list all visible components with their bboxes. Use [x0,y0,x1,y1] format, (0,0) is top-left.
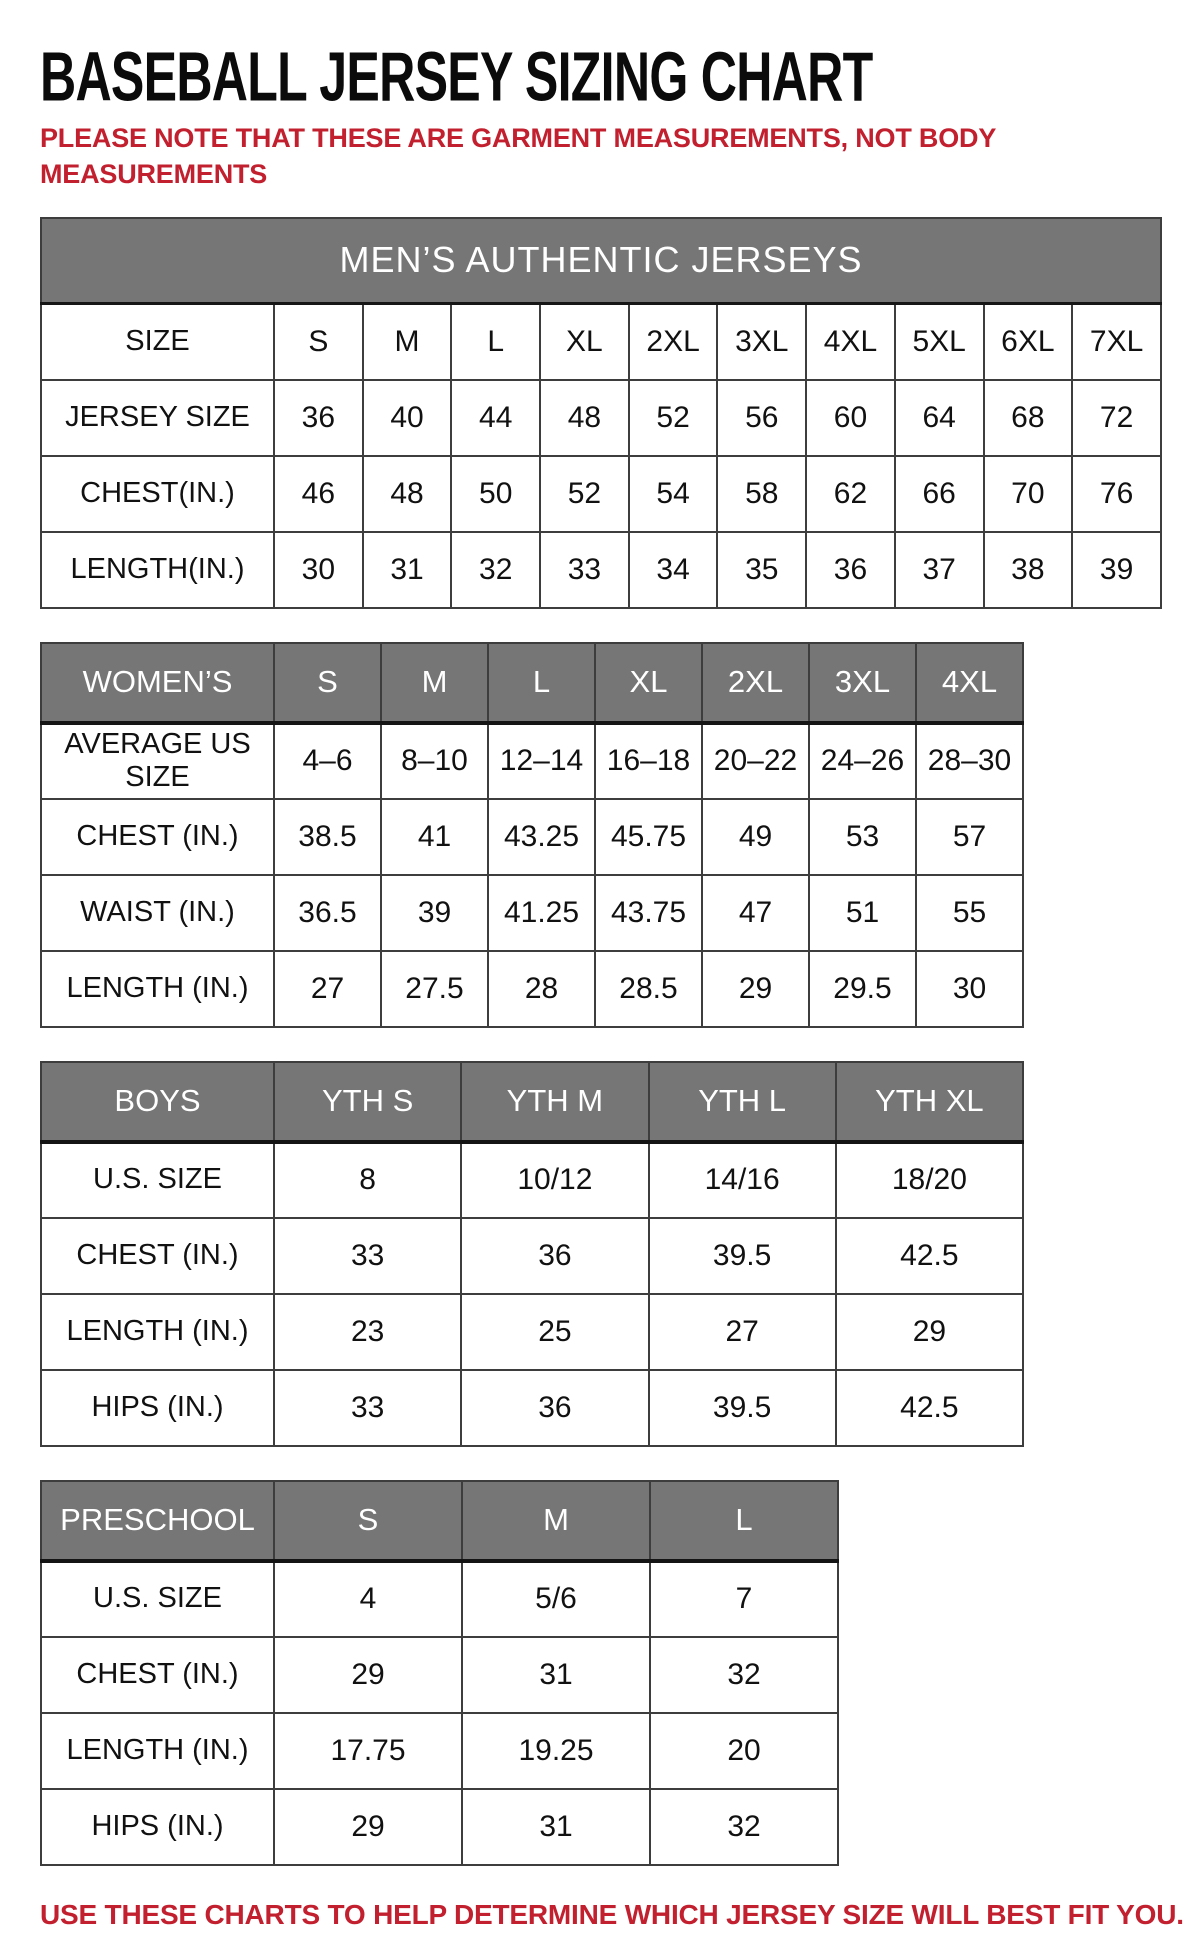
boys-row-label: HIPS (IN.) [41,1370,274,1446]
mens-cell: 66 [895,456,984,532]
womens-cell: 43.75 [595,875,702,951]
womens-cell: 36.5 [274,875,381,951]
boys-table-section [40,1061,1165,1447]
mens-cell: 36 [806,532,895,608]
boys-cell: 36 [461,1218,648,1294]
mens-cell: 37 [895,532,984,608]
preschool-header-label: PRESCHOOL [41,1481,274,1561]
preschool-cell: 31 [462,1637,650,1713]
mens-cell: 48 [540,380,629,456]
mens-banner: MEN’S AUTHENTIC JERSEYS [41,218,1161,304]
womens-size-table [40,642,1024,1028]
mens-cell: 33 [540,532,629,608]
womens-cell: 28 [488,951,595,1027]
preschool-cell: 17.75 [274,1713,462,1789]
womens-column-header: 4XL [916,643,1023,723]
womens-cell: 49 [702,799,809,875]
boys-header-label: BOYS [41,1062,274,1142]
preschool-size-table [40,1480,839,1866]
boys-cell: 25 [461,1294,648,1370]
boys-cell: 14/16 [649,1142,836,1218]
mens-cell: 31 [363,532,452,608]
boys-row-1 [41,1218,1023,1294]
boys-cell: 39.5 [649,1218,836,1294]
womens-row-label: AVERAGE US SIZE [41,723,274,799]
preschool-cell: 29 [274,1789,462,1865]
preschool-row-3 [41,1789,838,1865]
womens-cell: 29 [702,951,809,1027]
boys-cell: 27 [649,1294,836,1370]
womens-cell: 29.5 [809,951,916,1027]
boys-cell: 29 [836,1294,1023,1370]
womens-table-section [40,642,1165,1028]
boys-cell: 18/20 [836,1142,1023,1218]
boys-cell: 8 [274,1142,461,1218]
mens-cell: 64 [895,380,984,456]
womens-cell: 45.75 [595,799,702,875]
womens-cell: 39 [381,875,488,951]
boys-row-0 [41,1142,1023,1218]
boys-column-header: YTH XL [836,1062,1023,1142]
womens-cell: 12–14 [488,723,595,799]
mens-cell: 48 [363,456,452,532]
preschool-table-section [40,1480,1165,1866]
womens-row-3 [41,951,1023,1027]
preschool-cell: 7 [650,1561,838,1637]
mens-cell: M [363,304,452,380]
mens-row-label: LENGTH(IN.) [41,532,274,608]
boys-column-header: YTH S [274,1062,461,1142]
preschool-row-2 [41,1713,838,1789]
mens-cell: 56 [717,380,806,456]
footer-note: USE THESE CHARTS TO HELP DETERMINE WHICH JERSEY SIZE WILL BEST FIT YOU. [40,1898,1184,1930]
note-line-1: PLEASE NOTE THAT THESE ARE GARMENT MEASUREMENTS, NOT BODY [40,123,997,154]
boys-cell: 33 [274,1370,461,1446]
mens-cell: 30 [274,532,363,608]
preschool-cell: 20 [650,1713,838,1789]
womens-row-label: WAIST (IN.) [41,875,274,951]
boys-row-3 [41,1370,1023,1446]
page-title: BASEBALL JERSEY SIZING CHART [40,36,873,116]
mens-cell: XL [540,304,629,380]
mens-cell: 72 [1072,380,1161,456]
boys-cell: 39.5 [649,1370,836,1446]
womens-cell: 8–10 [381,723,488,799]
womens-cell: 57 [916,799,1023,875]
mens-cell: 3XL [717,304,806,380]
mens-cell: 52 [540,456,629,532]
preschool-column-header: L [650,1481,838,1561]
mens-banner-row [41,218,1161,304]
note-line-2: MEASUREMENTS [40,158,268,189]
preschool-header-row [41,1481,838,1561]
mens-row-label: JERSEY SIZE [41,380,274,456]
womens-column-header: XL [595,643,702,723]
preschool-column-header: S [274,1481,462,1561]
womens-row-1 [41,799,1023,875]
womens-row-label: CHEST (IN.) [41,799,274,875]
mens-row-label: SIZE [41,304,274,380]
preschool-row-label: LENGTH (IN.) [41,1713,274,1789]
boys-column-header: YTH L [649,1062,836,1142]
womens-cell: 41.25 [488,875,595,951]
mens-cell: 76 [1072,456,1161,532]
mens-row-0 [41,304,1161,380]
preschool-row-label: U.S. SIZE [41,1561,274,1637]
mens-cell: 4XL [806,304,895,380]
womens-column-header: 2XL [702,643,809,723]
mens-cell: 60 [806,380,895,456]
preschool-cell: 32 [650,1789,838,1865]
boys-cell: 42.5 [836,1218,1023,1294]
womens-cell: 43.25 [488,799,595,875]
mens-cell: S [274,304,363,380]
mens-cell: 50 [451,456,540,532]
boys-cell: 36 [461,1370,648,1446]
mens-row-label: CHEST(IN.) [41,456,274,532]
boys-cell: 33 [274,1218,461,1294]
womens-row-2 [41,875,1023,951]
womens-column-header: S [274,643,381,723]
mens-cell: 5XL [895,304,984,380]
boys-cell: 42.5 [836,1370,1023,1446]
mens-cell: 46 [274,456,363,532]
preschool-row-0 [41,1561,838,1637]
garment-measurement-note [40,121,1165,192]
mens-row-3 [41,532,1161,608]
womens-cell: 24–26 [809,723,916,799]
boys-row-label: CHEST (IN.) [41,1218,274,1294]
boys-cell: 10/12 [461,1142,648,1218]
mens-cell: 58 [717,456,806,532]
boys-size-table [40,1061,1024,1447]
preschool-row-1 [41,1637,838,1713]
preschool-cell: 31 [462,1789,650,1865]
mens-cell: 39 [1072,532,1161,608]
preschool-cell: 4 [274,1561,462,1637]
preschool-column-header: M [462,1481,650,1561]
preschool-cell: 5/6 [462,1561,650,1637]
boys-row-2 [41,1294,1023,1370]
mens-cell: 6XL [984,304,1073,380]
womens-cell: 47 [702,875,809,951]
mens-cell: 38 [984,532,1073,608]
womens-column-header: L [488,643,595,723]
mens-row-2 [41,456,1161,532]
womens-cell: 55 [916,875,1023,951]
boys-header-row [41,1062,1023,1142]
womens-column-header: M [381,643,488,723]
mens-cell: 52 [629,380,718,456]
boys-row-label: LENGTH (IN.) [41,1294,274,1370]
mens-cell: 44 [451,380,540,456]
womens-cell: 28–30 [916,723,1023,799]
mens-cell: 35 [717,532,806,608]
womens-header-row [41,643,1023,723]
womens-cell: 38.5 [274,799,381,875]
boys-column-header: YTH M [461,1062,648,1142]
mens-cell: 34 [629,532,718,608]
mens-cell: 54 [629,456,718,532]
boys-row-label: U.S. SIZE [41,1142,274,1218]
womens-column-header: 3XL [809,643,916,723]
boys-cell: 23 [274,1294,461,1370]
mens-size-table [40,217,1162,609]
mens-cell: 36 [274,380,363,456]
preschool-cell: 32 [650,1637,838,1713]
preschool-cell: 29 [274,1637,462,1713]
womens-row-0 [41,723,1023,799]
womens-cell: 53 [809,799,916,875]
womens-cell: 4–6 [274,723,381,799]
preschool-cell: 19.25 [462,1713,650,1789]
preschool-row-label: CHEST (IN.) [41,1637,274,1713]
womens-cell: 27.5 [381,951,488,1027]
mens-cell: 40 [363,380,452,456]
mens-cell: 7XL [1072,304,1161,380]
womens-cell: 16–18 [595,723,702,799]
mens-table-section [40,217,1165,609]
womens-cell: 28.5 [595,951,702,1027]
womens-cell: 27 [274,951,381,1027]
womens-header-label: WOMEN’S [41,643,274,723]
womens-cell: 20–22 [702,723,809,799]
mens-cell: 62 [806,456,895,532]
mens-cell: 32 [451,532,540,608]
womens-cell: 41 [381,799,488,875]
womens-cell: 51 [809,875,916,951]
mens-cell: 2XL [629,304,718,380]
womens-row-label: LENGTH (IN.) [41,951,274,1027]
mens-cell: 70 [984,456,1073,532]
preschool-row-label: HIPS (IN.) [41,1789,274,1865]
womens-cell: 30 [916,951,1023,1027]
mens-cell: 68 [984,380,1073,456]
mens-row-1 [41,380,1161,456]
mens-cell: L [451,304,540,380]
